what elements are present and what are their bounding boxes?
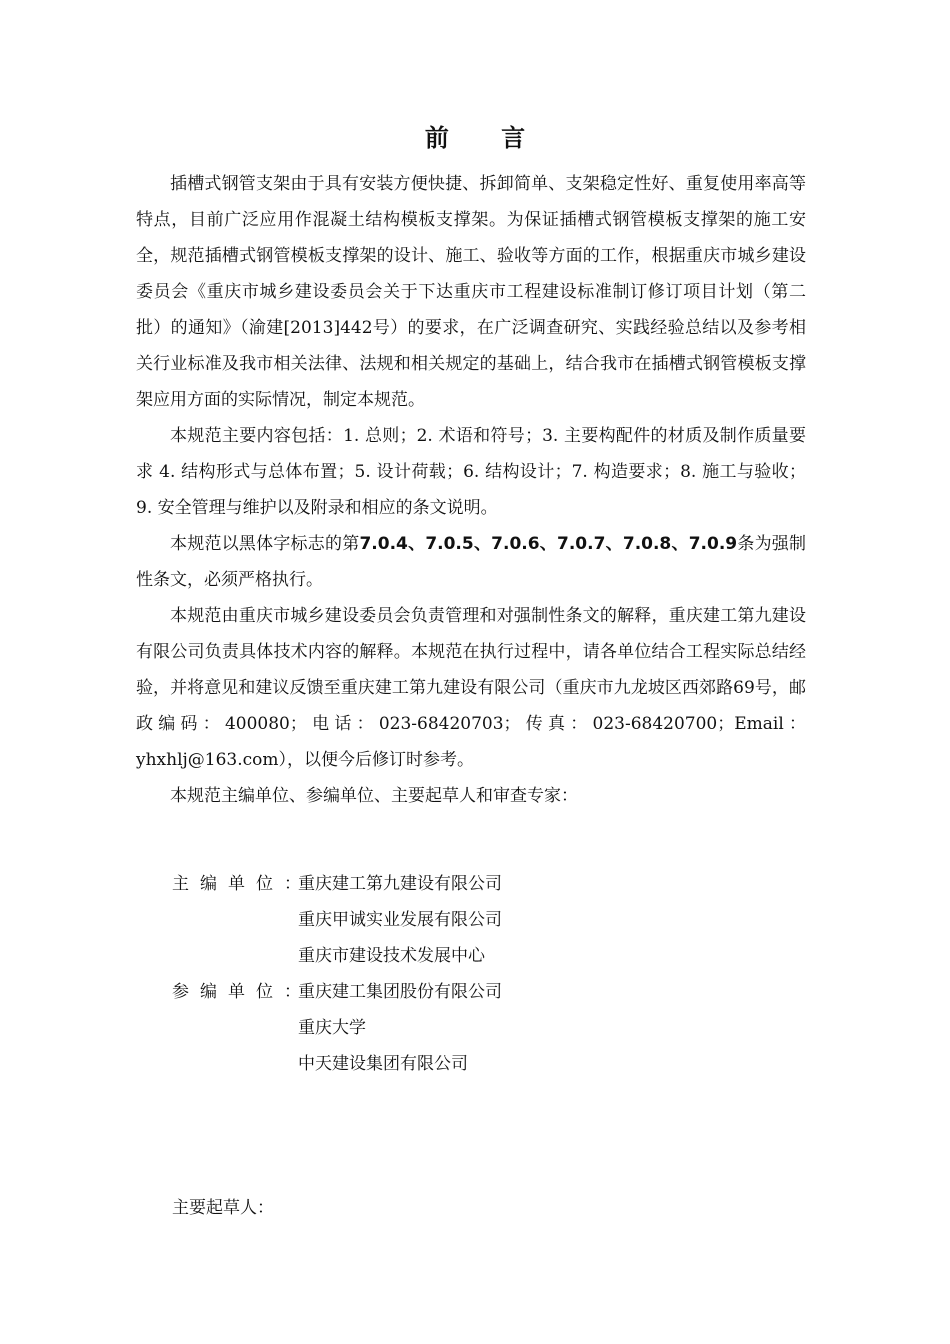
chief-units-label: 主编单位： xyxy=(172,874,312,894)
paragraph-units-intro: 本规范主编单位、参编单位、主要起草人和审查专家： xyxy=(170,786,578,806)
chief-unit-name: 重庆甲诚实业发展有限公司 xyxy=(298,910,502,930)
chief-unit-row xyxy=(172,866,502,902)
paragraph-mandatory xyxy=(136,526,806,598)
units-list xyxy=(172,866,502,1082)
chief-unit-name: 重庆市建设技术发展中心 xyxy=(298,946,485,966)
chief-unit-row xyxy=(172,938,502,974)
drafters-label: 主要起草人： xyxy=(172,1198,274,1218)
page-title: 前 言 xyxy=(424,123,548,152)
participating-unit-row xyxy=(172,974,502,1010)
participating-unit-row xyxy=(172,1010,502,1046)
participating-unit-name: 重庆大学 xyxy=(298,1018,366,1038)
paragraph-management: 本规范由重庆市城乡建设委员会负责管理和对强制性条文的解释，重庆建工第九建设有限公司负责具体技术内容的解释。本规范在执行过程中，请各单位结合工程实际总结经验，并将意见和建议反馈至重庆建工第九建设有限公司（重庆市九龙坡区西郊路69号，邮政编码：400080；电话：023-68420703；传真：023-68420700；Email：yhxhlj@163.com），以便今后修订时参考。 xyxy=(136,606,806,770)
mandatory-clauses: 7.0.4、7.0.5、7.0.6、7.0.7、7.0.8、7.0.9 xyxy=(359,534,738,554)
paragraph-contents: 本规范主要内容包括：1. 总则；2. 术语和符号；3. 主要构配件的材质及制作质量要求 4. 结构形式与总体布置；5. 设计荷载；6. 结构设计；7. 构造要求；8. 施工与验收；9. 安全管理与维护以及附录和相应的条文说明。 xyxy=(136,426,806,518)
participating-unit-name: 中天建设集团有限公司 xyxy=(298,1054,468,1074)
paragraph-intro: 插槽式钢管支架由于具有安装方便快捷、拆卸简单、支架稳定性好、重复使用率高等特点，目前广泛应用作混凝土结构模板支撑架。为保证插槽式钢管模板支撑架的施工安全，规范插槽式钢管模板支撑架的设计、施工、验收等方面的工作，根据重庆市城乡建设委员会《重庆市城乡建设委员会关于下达重庆市工程建设标准制订修订项目计划（第二批）的通知》（渝建[2013]442号）的要求，在广泛调查研究、实践经验总结以及参考相关行业标准及我市相关法律、法规和相关规定的基础上，结合我市在插槽式钢管模板支撑架应用方面的实际情况，制定本规范。 xyxy=(136,174,806,410)
mandatory-text-after: 条为强制性条文，必须严格执行。 xyxy=(136,534,807,590)
chief-unit-row xyxy=(172,902,502,938)
chief-unit-name: 重庆建工第九建设有限公司 xyxy=(298,874,502,894)
participating-unit-name: 重庆建工集团股份有限公司 xyxy=(298,982,502,1002)
participating-unit-row xyxy=(172,1046,502,1082)
foreword-body xyxy=(136,166,806,814)
participating-units-label: 参编单位： xyxy=(172,982,312,1002)
mandatory-text-before: 本规范以黑体字标志的第 xyxy=(170,534,360,554)
